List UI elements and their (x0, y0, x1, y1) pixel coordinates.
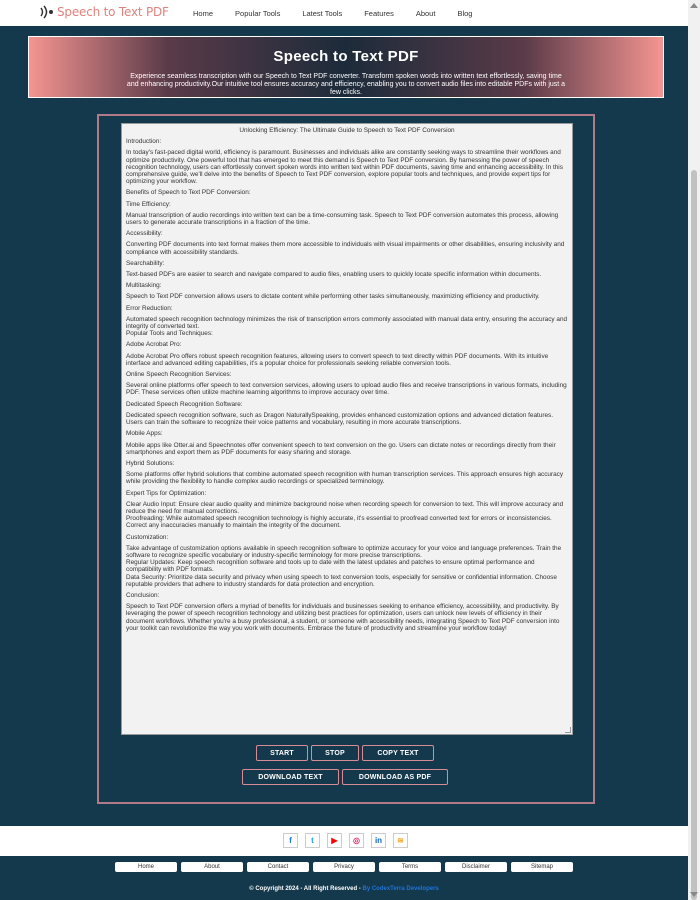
transcript-paragraph: In today's fast-paced digital world, efficiency is paramount. Businesses and individuals alike are constantly seeking ways to streamline their workflows and optimize productivity. One powerful tool that has emerged to meet this demand is Speech to Text PDF conversion. By harnessing the power of speech recognition technology, users can effortlessly convert spoken words into written text within PDF documents, saving time and enhancing accessibility. In this comprehensive guide, we'll delve into the benefits of Speech to Text PDF conversion, explore popular tools and techniques, and provide expert tips for optimizing your workflow. (126, 149, 563, 186)
transcript-paragraph: Adobe Acrobat Pro offers robust speech recognition features, allowing users to convert speech to text directly within PDF documents. With its intuitive interface and advanced editing capabilities, it's a popular choice for professionals seeking reliable conversion tools. (126, 352, 549, 367)
transcript-paragraph: Benefits of Speech to Text PDF Conversion: (126, 189, 251, 197)
transcript-paragraph: Error Reduction: (126, 304, 173, 312)
transcript-paragraph: Time Efficiency: (126, 200, 171, 208)
hero-banner (28, 36, 664, 98)
social-icons (283, 833, 408, 848)
transcript-paragraph: Mobile Apps: (126, 430, 163, 438)
footer-link-terms[interactable]: Terms (379, 862, 441, 872)
hero-subtitle: Experience seamless transcription with our Speech to Text PDF converter. Transform spoken words into written text effortlessly, saving time and enhancing productivity.Our intuitive tool ensures accuracy and efficiency, enabling you to convert audio files into editable PDFs with just a few clicks. (126, 73, 566, 96)
twitter-icon[interactable]: t (305, 833, 320, 848)
page-scrollbar[interactable] (688, 0, 700, 900)
transcript-paragraph: Text-based PDFs are easier to search and navigate compared to audio files, enabling users to quickly locate specific information within documents. (126, 271, 542, 279)
transcript-paragraph: Several online platforms offer speech to text conversion services, allowing users to upload audio files and receive transcriptions in various formats, including PDF. These services often utilize machine learning algorithms to improve accuracy over time. (126, 382, 567, 397)
footer-link-contact[interactable]: Contact (247, 862, 309, 872)
copy-text-button[interactable]: COPY TEXT (362, 745, 434, 761)
nav-link-latest-tools[interactable]: Latest Tools (302, 9, 343, 18)
transcript-paragraph: Conclusion: (126, 591, 160, 599)
transcript-textarea[interactable] (121, 123, 573, 735)
start-button[interactable]: START (256, 745, 308, 761)
facebook-icon[interactable]: f (283, 833, 298, 848)
scroll-down-arrow-icon[interactable] (690, 892, 698, 897)
download-pdf-button[interactable]: DOWNLOAD AS PDF (342, 769, 448, 785)
transcript-paragraph: Introduction: (126, 138, 162, 146)
transcript-paragraph: Clear Audio Input: Ensure clear audio quality and minimize background noise when recording speech for conversion to text. This will improve accuracy and reduce the need for manual corrections. Proofreading: While automated speech recognition technology is highly accurate, it's essential to proofread converted text for errors or inconsistencies. Correct any inaccuracies manually to maintain the integrity of the document. (126, 500, 564, 530)
copyright (0, 886, 688, 892)
nav-link-about[interactable]: About (415, 9, 436, 18)
transcript-paragraph: Mobile apps like Otter.ai and Speechnotes offer convenient speech to text conversion on the go. Users can dictate notes or recordings directly from their smartphones and export them as PDF documents for easy sharing and storage. (126, 441, 556, 456)
youtube-icon[interactable]: ▶ (327, 833, 342, 848)
transcript-paragraph: Dedicated Speech Recognition Software: (126, 400, 243, 408)
page-title: Speech to Text PDF (273, 48, 419, 65)
transcript-heading: Unlocking Efficiency: The Ultimate Guide to Speech to Text PDF Conversion (239, 127, 455, 134)
linkedin-icon[interactable]: in (371, 833, 386, 848)
footer-link-sitemap[interactable]: Sitemap (511, 862, 573, 872)
transcript-paragraph: Multitasking: (126, 282, 162, 290)
scroll-thumb[interactable] (691, 170, 697, 900)
transcript-paragraph: Adobe Acrobat Pro: (126, 341, 182, 349)
top-navbar (0, 0, 688, 26)
transcript-paragraph: Automated speech recognition technology minimizes the risk of transcription errors commonly associated with manual data entry, ensuring the accuracy and integrity of converted text. Popular Tools and Techniques: (126, 315, 568, 338)
converter-panel (97, 114, 595, 804)
footer-links (115, 862, 577, 872)
instagram-icon[interactable]: ◎ (349, 833, 364, 848)
footer-link-disclaimer[interactable]: Disclaimer (445, 862, 507, 872)
footer-link-about[interactable]: About (181, 862, 243, 872)
nav-link-popular-tools[interactable]: Popular Tools (235, 9, 281, 18)
download-text-button[interactable]: DOWNLOAD TEXT (242, 769, 339, 785)
stop-button[interactable]: STOP (311, 745, 359, 761)
nav-links (193, 9, 494, 18)
transcript-paragraph: Speech to Text PDF conversion offers a myriad of benefits for individuals and businesses seeking to enhance efficiency, accessibility, and productivity. By leveraging the power of speech recognition technology and utilizing best practices for optimization, users can unlock new levels of efficiency in their document workflows. Whether you're a busy professional, a student, or someone with accessibility needs, integrating Speech to Text PDF conversion into your toolkit can revolutionize the way you work with documents. Embrace the future of productivity and streamline your workflow today! (126, 603, 560, 632)
transcript-paragraph: Take advantage of customization options available in speech recognition software to optimize accuracy for your voice and language preferences. Train the software to recognize specific vocabulary or industry-specific terminology for more precise transcriptions. Regular Updates: Keep speech recognition software and tools up to date with the latest updates and patches to ensure optimal performance and compatibility with PDF formats. Data Security: Prioritize data security and privacy when using speech to text conversion tools, especially for sensitive or confidential information. Choose reputable providers that adhere to industry standards for data protection and encryption. (126, 544, 562, 588)
resize-handle-icon[interactable] (565, 727, 571, 733)
transcript-paragraph: Searchability: (126, 259, 165, 267)
transcript-paragraph: Online Speech Recognition Services: (126, 371, 232, 379)
site-logo[interactable] (38, 5, 169, 19)
transcript-paragraph: Speech to Text PDF conversion allows users to dictate content while performing other tasks simultaneously, maximizing efficiency and productivity. (126, 293, 540, 301)
social-bar (0, 826, 688, 856)
transcript-paragraph: Expert Tips for Optimization: (126, 489, 207, 497)
rss-icon[interactable]: ≋ (393, 833, 408, 848)
transcript-paragraph: Converting PDF documents into text format makes them more accessible to individuals with visual impairments or other disabilities, ensuring inclusivity and compliance with accessibility standards. (126, 241, 565, 256)
transcript-paragraph: Accessibility: (126, 230, 163, 238)
footer-link-privacy[interactable]: Privacy (313, 862, 375, 872)
transcript-paragraph: Customization: (126, 533, 169, 541)
nav-link-blog[interactable]: Blog (457, 9, 473, 18)
footer-link-home[interactable]: Home (115, 862, 177, 872)
nav-link-features[interactable]: Features (364, 9, 394, 18)
transcript-paragraph: Some platforms offer hybrid solutions that combine automated speech recognition with human transcription services. This approach ensures high accuracy while providing the flexibility to handle complex audio recordings or specialized terminology. (126, 471, 564, 486)
transcript-paragraph: Manual transcription of audio recordings into written text can be a time-consuming task. Speech to Text PDF conversion automates this process, allowing users to generate accurate transcriptions in a fraction of the time. (126, 211, 559, 227)
speech-wave-icon (38, 5, 54, 19)
transcript-paragraph: Hybrid Solutions: (126, 459, 175, 467)
transcript-paragraph: Dedicated speech recognition software, such as Dragon NaturallySpeaking, provides enhanced customization options and advanced dictation features. Users can train the software to recognize their voice patterns and vocabulary, resulting in more accurate transcriptions. (126, 411, 554, 427)
developer-link[interactable]: By CodexTerra Developers (362, 886, 439, 892)
scroll-up-arrow-icon[interactable] (690, 3, 698, 8)
copyright-text: © Copyright 2024 - All Right Reserved - (249, 886, 363, 892)
logo-text: Speech to Text PDF (57, 5, 169, 19)
nav-link-home[interactable]: Home (193, 9, 214, 18)
